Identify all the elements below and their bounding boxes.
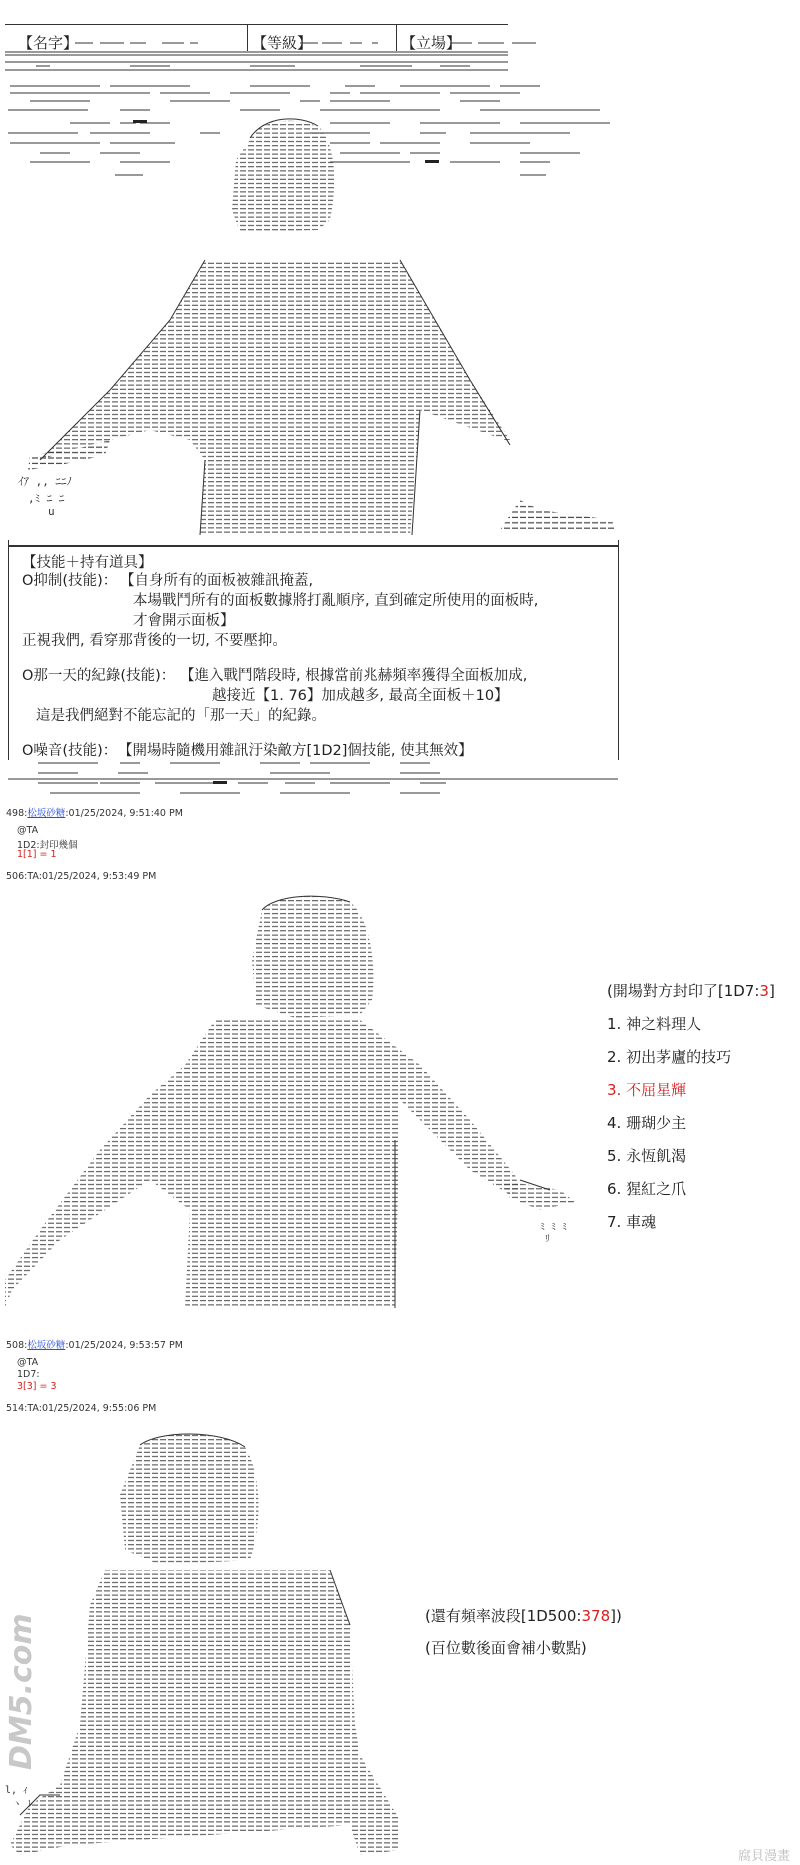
skill-2-flavor: 這是我們絕對不能忘記的「那一天」的紀錄。: [36, 708, 326, 724]
skill-2-name: O那一天的紀錄(技能)：: [22, 668, 176, 684]
skill-2-line-2: 越接近【1. 76】加成越多, 最高全面板＋10】: [212, 688, 509, 704]
skill-box-noise-lines: [0, 735, 620, 795]
seal-title-suffix: ]: [768, 982, 775, 1000]
dice-result: 3[3] = 3: [17, 1381, 57, 1392]
post-author: TA: [27, 871, 39, 882]
seal-title-prefix: (開場對方封印了[1D7:: [607, 982, 760, 1000]
seal-roll-value: 3: [759, 982, 769, 1000]
post-author: TA: [27, 1403, 39, 1414]
skill-3-line-1: 【開場時隨機用雜訊汙染敵方[1D2]個技能, 使其無效】: [118, 743, 473, 759]
seal-list-item-highlighted: 3. 不屈星輝: [607, 1081, 687, 1099]
post-number: 498:: [6, 808, 28, 819]
frequency-note-line: (百位數後面會補小數點): [425, 1639, 587, 1657]
svg-text:,ﾐ ﾆ ﾆ: ,ﾐ ﾆ ﾆ: [28, 492, 65, 505]
skill-box-left: [8, 540, 9, 760]
frequency-roll-line: [425, 1605, 622, 1626]
seal-list-item: 5. 永恆飢渴: [607, 1147, 687, 1165]
svg-text:ﾘ: ﾘ: [545, 1234, 550, 1245]
svg-text:ヽ ﾚ: ヽ ﾚ: [12, 1799, 34, 1810]
name-label: 【名字】: [18, 34, 79, 52]
svg-text:ﾐ ﾐ ﾐ: ﾐ ﾐ ﾐ: [540, 1222, 568, 1233]
post-body-line: @TA: [17, 1357, 39, 1368]
post-timestamp: :01/25/2024, 9:53:57 PM: [65, 1340, 183, 1351]
dice-result: 1[1] = 1: [17, 849, 57, 860]
skill-1-line-3: 才會開示面板】: [133, 613, 235, 629]
ascii-art-figure-1: [0, 110, 620, 540]
post-number: 508:: [6, 1340, 28, 1351]
post-number: 514:: [6, 1403, 28, 1414]
post-timestamp: :01/25/2024, 9:55:06 PM: [38, 1403, 157, 1414]
post-number: 506:: [6, 871, 28, 882]
skill-box-right: [618, 540, 619, 760]
post-timestamp: :01/25/2024, 9:53:49 PM: [38, 871, 157, 882]
skill-2-line-1: 【進入戰鬥階段時, 根據當前兆赫頻率獲得全面板加成,: [180, 668, 528, 684]
skill-1-name: O抑制(技能)：: [22, 573, 118, 589]
seal-list-item: 4. 珊瑚少主: [607, 1114, 687, 1132]
frequency-roll-value: 378: [581, 1607, 611, 1625]
svg-text:u: u: [48, 505, 55, 518]
svg-text:ｲｱ ,, ﾆﾆﾉ: ｲｱ ,, ﾆﾆﾉ: [18, 475, 72, 488]
svg-text:l, ｨ: l, ｨ: [5, 1785, 29, 1796]
post-header: [6, 871, 156, 882]
frequency-prefix: (還有頻率波段[1D500:: [425, 1607, 582, 1625]
skill-1-line-2: 本場戰鬥所有的面板數據將打亂順序, 直到確定所使用的面板時,: [133, 593, 539, 609]
post-header: [6, 1403, 156, 1414]
post-header: [6, 805, 183, 819]
post-body-line: 1D2:封印幾個: [17, 840, 78, 851]
frequency-suffix: ]): [610, 1607, 622, 1625]
dm5-watermark: DM5.com: [4, 1613, 39, 1770]
post-header: [6, 1337, 183, 1351]
skill-1-line-1: 【自身所有的面板被雜訊掩蓋,: [120, 573, 314, 589]
ascii-art-figure-2: [0, 890, 600, 1310]
skill-box-top: [8, 545, 618, 547]
post-author-link[interactable]: 松坂砂糖: [27, 808, 66, 819]
skill-1-flavor: 正視我們, 看穿那背後的一切, 不要壓抑。: [22, 633, 287, 649]
seal-list-title: [607, 980, 775, 1001]
site-watermark: 腐貝漫畫: [738, 1849, 791, 1864]
seal-list-item: 6. 猩紅之爪: [607, 1180, 687, 1198]
rank-label: 【等級】: [252, 34, 313, 52]
post-body-line: @TA: [17, 825, 39, 836]
skills-heading: 【技能＋持有道具】: [22, 555, 153, 571]
post-body-line: 1D7:: [17, 1369, 40, 1380]
stance-label: 【立場】: [401, 34, 462, 52]
seal-list-item: 7. 車魂: [607, 1213, 657, 1231]
post-author-link[interactable]: 松坂砂糖: [27, 1340, 66, 1351]
post-timestamp: :01/25/2024, 9:51:40 PM: [65, 808, 183, 819]
ascii-art-figure-3: [0, 1425, 420, 1865]
seal-list-item: 2. 初出茅廬的技巧: [607, 1048, 732, 1066]
skill-3-name: O噪音(技能)：: [22, 743, 118, 759]
seal-list-item: 1. 神之料理人: [607, 1015, 702, 1033]
